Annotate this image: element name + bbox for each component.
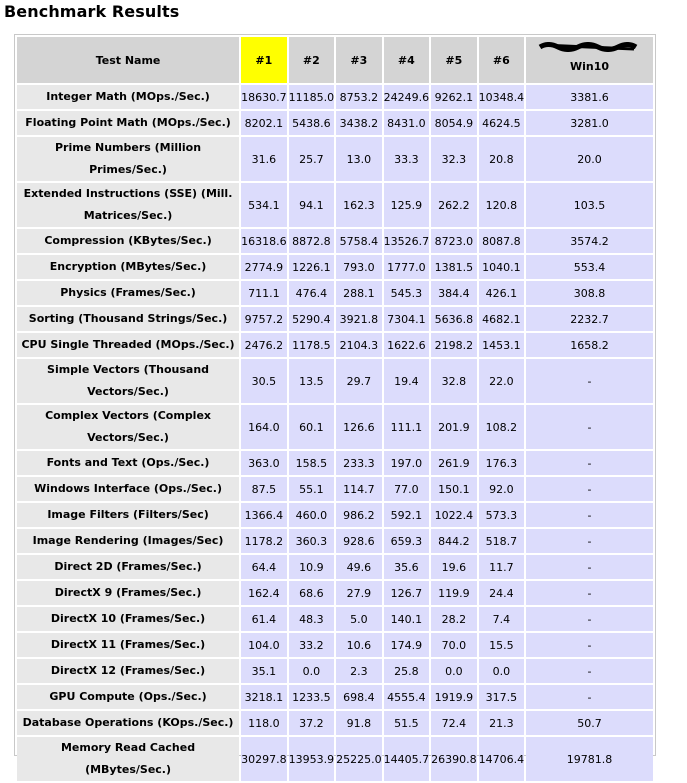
value-cell-run-2: 11185.0 xyxy=(289,85,335,109)
value-cell-run-2: 55.1 xyxy=(289,477,335,501)
test-name-cell: GPU Compute (Ops./Sec.) xyxy=(17,685,239,709)
value-cell-run-1: 2774.9 xyxy=(241,255,287,279)
value-cell-run-2: 460.0 xyxy=(289,503,335,527)
test-name-cell: Physics (Frames/Sec.) xyxy=(17,281,239,305)
test-name-cell: Integer Math (MOps./Sec.) xyxy=(17,85,239,109)
value-cell-run-3: 928.6 xyxy=(336,529,382,553)
test-name-cell: DirectX 10 (Frames/Sec.) xyxy=(17,607,239,631)
value-cell-run-6: 21.3 xyxy=(479,711,525,735)
value-cell-run-1: 2476.2 xyxy=(241,333,287,357)
test-name-cell: Image Rendering (Images/Sec) xyxy=(17,529,239,553)
test-name-cell: Prime Numbers (Million Primes/Sec.) xyxy=(17,137,239,181)
value-cell-run-4: 592.1 xyxy=(384,503,430,527)
value-cell-win10: 2232.7 xyxy=(526,307,653,331)
test-name-cell: DirectX 12 (Frames/Sec.) xyxy=(17,659,239,683)
value-cell-run-5: 9262.1 xyxy=(431,85,477,109)
value-cell-run-5: 5636.8 xyxy=(431,307,477,331)
value-cell-run-2: 476.4 xyxy=(289,281,335,305)
value-cell-win10: 103.5 xyxy=(526,183,653,227)
value-cell-win10: 1658.2 xyxy=(526,333,653,357)
table-row xyxy=(17,529,653,553)
test-name-cell: Direct 2D (Frames/Sec.) xyxy=(17,555,239,579)
value-cell-run-4: 25.8 xyxy=(384,659,430,683)
table-row xyxy=(17,711,653,735)
value-cell-run-4: 111.1 xyxy=(384,405,430,449)
value-cell-run-6: 108.2 xyxy=(479,405,525,449)
value-cell-run-3: 2104.3 xyxy=(336,333,382,357)
value-cell-run-3: 162.3 xyxy=(336,183,382,227)
test-name-cell: DirectX 9 (Frames/Sec.) xyxy=(17,581,239,605)
table-row xyxy=(17,633,653,657)
test-name-cell: Encryption (MBytes/Sec.) xyxy=(17,255,239,279)
table-row xyxy=(17,581,653,605)
value-cell-run-1: 31.6 xyxy=(241,137,287,181)
value-cell-run-3: 698.4 xyxy=(336,685,382,709)
value-cell-run-2: 13.5 xyxy=(289,359,335,403)
page-title: Benchmark Results xyxy=(4,2,180,21)
value-cell-run-5: 70.0 xyxy=(431,633,477,657)
value-cell-win10: 553.4 xyxy=(526,255,653,279)
value-cell-run-6: 10348.4 xyxy=(479,85,525,109)
header-run-6: #6 xyxy=(479,37,525,83)
value-cell-run-2: 1178.5 xyxy=(289,333,335,357)
test-name-cell: Image Filters (Filters/Sec) xyxy=(17,503,239,527)
value-cell-run-1: 104.0 xyxy=(241,633,287,657)
table-row xyxy=(17,607,653,631)
value-cell-run-4: 1622.6 xyxy=(384,333,430,357)
value-cell-run-5: 32.8 xyxy=(431,359,477,403)
value-cell-run-1: 118.0 xyxy=(241,711,287,735)
value-cell-run-1: 711.1 xyxy=(241,281,287,305)
value-cell-run-6: 11.7 xyxy=(479,555,525,579)
table-row xyxy=(17,333,653,357)
value-cell-run-3: 49.6 xyxy=(336,555,382,579)
test-name-cell: Fonts and Text (Ops./Sec.) xyxy=(17,451,239,475)
value-cell-win10: 3574.2 xyxy=(526,229,653,253)
value-cell-run-6: 22.0 xyxy=(479,359,525,403)
table-row xyxy=(17,255,653,279)
value-cell-run-1: 164.0 xyxy=(241,405,287,449)
value-cell-win10: - xyxy=(526,555,653,579)
value-cell-run-4: 140.1 xyxy=(384,607,430,631)
header-test-name: Test Name xyxy=(17,37,239,83)
value-cell-run-2: 25.7 xyxy=(289,137,335,181)
value-cell-run-6: 4624.5 xyxy=(479,111,525,135)
value-cell-run-2: 1226.1 xyxy=(289,255,335,279)
value-cell-run-5: 201.9 xyxy=(431,405,477,449)
test-name-cell: DirectX 11 (Frames/Sec.) xyxy=(17,633,239,657)
value-cell-run-3: 27.9 xyxy=(336,581,382,605)
table-row xyxy=(17,281,653,305)
header-run-4: #4 xyxy=(384,37,430,83)
header-extra xyxy=(526,37,653,83)
value-cell-run-2: 10.9 xyxy=(289,555,335,579)
table-row xyxy=(17,685,653,709)
test-name-cell: Memory Read Cached (MBytes/Sec.) xyxy=(17,737,239,781)
value-cell-run-4: 7304.1 xyxy=(384,307,430,331)
value-cell-run-1: 1366.4 xyxy=(241,503,287,527)
header-extra-label: Win10 xyxy=(570,59,610,73)
value-cell-run-2: 360.3 xyxy=(289,529,335,553)
header-row xyxy=(17,37,653,83)
value-cell-run-1: 162.4 xyxy=(241,581,287,605)
value-cell-run-3: 91.8 xyxy=(336,711,382,735)
value-cell-run-2: 1233.5 xyxy=(289,685,335,709)
table-row xyxy=(17,137,653,181)
test-name-cell: Extended Instructions (SSE) (Mill. Matrices/Sec.) xyxy=(17,183,239,227)
value-cell-run-1: 30.5 xyxy=(241,359,287,403)
value-cell-run-1: 61.4 xyxy=(241,607,287,631)
header-run-5: #5 xyxy=(431,37,477,83)
value-cell-run-6: 20.8 xyxy=(479,137,525,181)
header-run-3: #3 xyxy=(336,37,382,83)
table-row xyxy=(17,111,653,135)
value-cell-run-2: 48.3 xyxy=(289,607,335,631)
value-cell-run-4: 174.9 xyxy=(384,633,430,657)
value-cell-run-3: 233.3 xyxy=(336,451,382,475)
value-cell-run-4: 197.0 xyxy=(384,451,430,475)
value-cell-win10: - xyxy=(526,477,653,501)
table-row xyxy=(17,555,653,579)
value-cell-run-1: 9757.2 xyxy=(241,307,287,331)
value-cell-run-4: 77.0 xyxy=(384,477,430,501)
value-cell-run-1: 18630.7 xyxy=(241,85,287,109)
value-cell-run-5: 150.1 xyxy=(431,477,477,501)
value-cell-run-5: 8054.9 xyxy=(431,111,477,135)
value-cell-run-3: 2.3 xyxy=(336,659,382,683)
test-name-cell: Database Operations (KOps./Sec.) xyxy=(17,711,239,735)
table-row xyxy=(17,737,653,781)
test-name-cell: CPU Single Threaded (MOps./Sec.) xyxy=(17,333,239,357)
value-cell-run-4: 19.4 xyxy=(384,359,430,403)
value-cell-run-6: 15.5 xyxy=(479,633,525,657)
value-cell-win10: 50.7 xyxy=(526,711,653,735)
value-cell-run-6: 14706.4 xyxy=(479,737,525,781)
value-cell-run-1: 16318.6 xyxy=(241,229,287,253)
test-name-cell: Windows Interface (Ops./Sec.) xyxy=(17,477,239,501)
results-table-frame xyxy=(14,34,656,776)
value-cell-run-6: 1453.1 xyxy=(479,333,525,357)
value-cell-run-5: 262.2 xyxy=(431,183,477,227)
value-cell-win10: 308.8 xyxy=(526,281,653,305)
value-cell-run-6: 4682.1 xyxy=(479,307,525,331)
value-cell-run-6: 92.0 xyxy=(479,477,525,501)
value-cell-run-2: 94.1 xyxy=(289,183,335,227)
value-cell-run-3: 986.2 xyxy=(336,503,382,527)
value-cell-run-3: 29.7 xyxy=(336,359,382,403)
table-row xyxy=(17,477,653,501)
value-cell-run-3: 8753.2 xyxy=(336,85,382,109)
value-cell-run-1: 3218.1 xyxy=(241,685,287,709)
value-cell-run-2: 68.6 xyxy=(289,581,335,605)
value-cell-run-1: 363.0 xyxy=(241,451,287,475)
value-cell-run-2: 158.5 xyxy=(289,451,335,475)
value-cell-run-1: 534.1 xyxy=(241,183,287,227)
value-cell-win10: - xyxy=(526,659,653,683)
table-row xyxy=(17,183,653,227)
value-cell-run-3: 10.6 xyxy=(336,633,382,657)
redaction-scribble xyxy=(538,42,638,52)
table-row xyxy=(17,405,653,449)
value-cell-run-5: 8723.0 xyxy=(431,229,477,253)
value-cell-run-2: 5438.6 xyxy=(289,111,335,135)
value-cell-win10: - xyxy=(526,607,653,631)
value-cell-run-4: 33.3 xyxy=(384,137,430,181)
value-cell-run-4: 13526.7 xyxy=(384,229,430,253)
value-cell-run-6: 7.4 xyxy=(479,607,525,631)
test-name-cell: Sorting (Thousand Strings/Sec.) xyxy=(17,307,239,331)
value-cell-win10: - xyxy=(526,633,653,657)
value-cell-win10: 20.0 xyxy=(526,137,653,181)
value-cell-run-5: 32.3 xyxy=(431,137,477,181)
value-cell-run-4: 24249.6 xyxy=(384,85,430,109)
value-cell-win10: - xyxy=(526,685,653,709)
value-cell-run-3: 114.7 xyxy=(336,477,382,501)
value-cell-run-2: 33.2 xyxy=(289,633,335,657)
value-cell-run-1: 8202.1 xyxy=(241,111,287,135)
value-cell-run-5: 26390.8 xyxy=(431,737,477,781)
value-cell-run-4: 1777.0 xyxy=(384,255,430,279)
test-name-cell: Simple Vectors (Thousand Vectors/Sec.) xyxy=(17,359,239,403)
value-cell-run-5: 1022.4 xyxy=(431,503,477,527)
value-cell-win10: - xyxy=(526,451,653,475)
table-row xyxy=(17,451,653,475)
value-cell-run-1: 35.1 xyxy=(241,659,287,683)
results-body xyxy=(17,85,653,781)
value-cell-run-4: 14405.7 xyxy=(384,737,430,781)
table-row xyxy=(17,307,653,331)
value-cell-run-4: 8431.0 xyxy=(384,111,430,135)
value-cell-run-1: 87.5 xyxy=(241,477,287,501)
value-cell-run-4: 51.5 xyxy=(384,711,430,735)
value-cell-run-4: 659.3 xyxy=(384,529,430,553)
value-cell-run-1: 30297.8 xyxy=(241,737,287,781)
value-cell-run-6: 573.3 xyxy=(479,503,525,527)
value-cell-run-5: 1919.9 xyxy=(431,685,477,709)
value-cell-run-2: 0.0 xyxy=(289,659,335,683)
value-cell-run-2: 8872.8 xyxy=(289,229,335,253)
value-cell-win10: - xyxy=(526,359,653,403)
table-row xyxy=(17,229,653,253)
value-cell-run-3: 25225.0 xyxy=(336,737,382,781)
value-cell-win10: - xyxy=(526,581,653,605)
value-cell-run-4: 126.7 xyxy=(384,581,430,605)
value-cell-run-1: 1178.2 xyxy=(241,529,287,553)
results-table xyxy=(15,35,655,783)
value-cell-win10: - xyxy=(526,405,653,449)
value-cell-run-6: 176.3 xyxy=(479,451,525,475)
value-cell-win10: 19781.8 xyxy=(526,737,653,781)
value-cell-run-6: 317.5 xyxy=(479,685,525,709)
value-cell-run-6: 518.7 xyxy=(479,529,525,553)
value-cell-run-6: 426.1 xyxy=(479,281,525,305)
value-cell-run-3: 5758.4 xyxy=(336,229,382,253)
value-cell-run-2: 37.2 xyxy=(289,711,335,735)
value-cell-run-5: 28.2 xyxy=(431,607,477,631)
value-cell-run-5: 844.2 xyxy=(431,529,477,553)
test-name-cell: Floating Point Math (MOps./Sec.) xyxy=(17,111,239,135)
value-cell-run-1: 64.4 xyxy=(241,555,287,579)
value-cell-run-2: 5290.4 xyxy=(289,307,335,331)
value-cell-run-5: 261.9 xyxy=(431,451,477,475)
value-cell-run-4: 4555.4 xyxy=(384,685,430,709)
value-cell-run-5: 384.4 xyxy=(431,281,477,305)
value-cell-run-2: 60.1 xyxy=(289,405,335,449)
value-cell-run-4: 125.9 xyxy=(384,183,430,227)
value-cell-run-5: 1381.5 xyxy=(431,255,477,279)
value-cell-run-4: 545.3 xyxy=(384,281,430,305)
value-cell-run-3: 793.0 xyxy=(336,255,382,279)
table-row xyxy=(17,503,653,527)
value-cell-run-3: 288.1 xyxy=(336,281,382,305)
test-name-cell: Compression (KBytes/Sec.) xyxy=(17,229,239,253)
value-cell-run-6: 0.0 xyxy=(479,659,525,683)
value-cell-run-3: 3921.8 xyxy=(336,307,382,331)
value-cell-run-2: 13953.9 xyxy=(289,737,335,781)
value-cell-run-5: 0.0 xyxy=(431,659,477,683)
header-run-2: #2 xyxy=(289,37,335,83)
table-row xyxy=(17,359,653,403)
value-cell-win10: - xyxy=(526,503,653,527)
value-cell-run-3: 126.6 xyxy=(336,405,382,449)
value-cell-run-6: 24.4 xyxy=(479,581,525,605)
value-cell-run-5: 19.6 xyxy=(431,555,477,579)
value-cell-run-5: 119.9 xyxy=(431,581,477,605)
value-cell-win10: - xyxy=(526,529,653,553)
table-row xyxy=(17,659,653,683)
value-cell-run-4: 35.6 xyxy=(384,555,430,579)
value-cell-run-6: 1040.1 xyxy=(479,255,525,279)
value-cell-win10: 3381.6 xyxy=(526,85,653,109)
value-cell-run-6: 120.8 xyxy=(479,183,525,227)
value-cell-run-6: 8087.8 xyxy=(479,229,525,253)
value-cell-run-5: 72.4 xyxy=(431,711,477,735)
value-cell-run-3: 13.0 xyxy=(336,137,382,181)
header-run-1: #1 xyxy=(241,37,287,83)
value-cell-run-3: 5.0 xyxy=(336,607,382,631)
value-cell-run-5: 2198.2 xyxy=(431,333,477,357)
test-name-cell: Complex Vectors (Complex Vectors/Sec.) xyxy=(17,405,239,449)
value-cell-win10: 3281.0 xyxy=(526,111,653,135)
table-row xyxy=(17,85,653,109)
value-cell-run-3: 3438.2 xyxy=(336,111,382,135)
